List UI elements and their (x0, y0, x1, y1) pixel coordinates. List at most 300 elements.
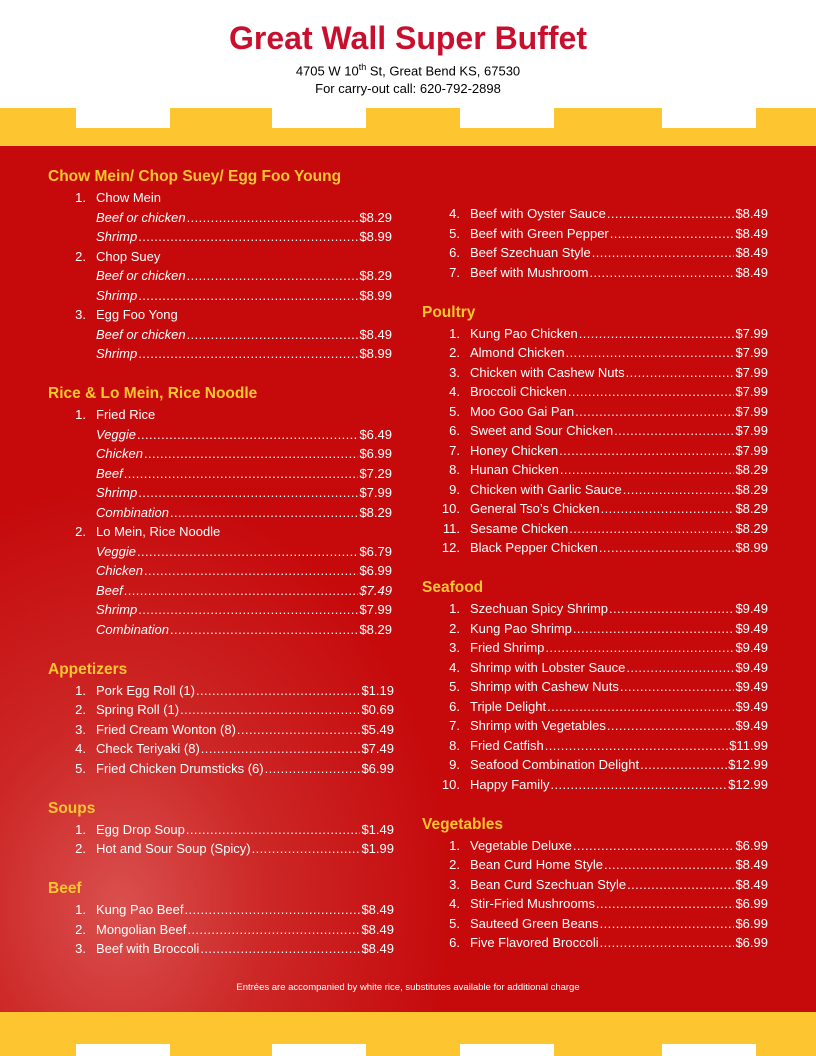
item-number: 5. (449, 679, 460, 694)
price-line (470, 638, 768, 658)
menu-item (422, 599, 768, 619)
footnote: Entrées are accompanied by white rice, substitutes available for additional charge (236, 982, 580, 993)
menu-item-variant (48, 227, 394, 247)
item-number: 7. (449, 264, 460, 280)
section-heading: Rice & Lo Mein, Rice Noodle (48, 385, 258, 402)
price-line (470, 243, 768, 263)
dot-leader (187, 920, 360, 940)
menu-item-variant (48, 561, 394, 581)
item-name: Hot and Sour Soup (Spicy) (96, 841, 251, 856)
dot-leader (626, 658, 734, 678)
item-name: Kung Pao Shrimp (470, 620, 572, 636)
section-spacer (422, 282, 768, 302)
dot-leader (144, 444, 358, 464)
price-line (96, 920, 394, 940)
variant-name: Beef or chicken (96, 326, 186, 342)
item-number: 2. (75, 921, 86, 937)
price-line (470, 363, 768, 383)
price-line (96, 561, 392, 581)
section-heading: Soups (48, 799, 96, 817)
item-price: $8.49 (735, 206, 768, 221)
menu-item (422, 914, 768, 934)
menu-item-variant (48, 325, 394, 345)
item-number: 1. (75, 190, 86, 205)
item-price: $9.49 (735, 620, 768, 636)
menu-item (422, 243, 768, 263)
price-line (96, 600, 392, 620)
stripe-notch (662, 108, 756, 128)
price-line (470, 382, 768, 402)
menu-item (48, 681, 394, 701)
menu-item-variant (48, 581, 394, 601)
item-name: General Tso’s Chicken (470, 501, 600, 516)
item-price: $7.29 (359, 465, 392, 481)
item-name: Seafood Combination Delight (470, 757, 640, 772)
item-name: Bean Curd Szechuan Style (470, 876, 627, 892)
dot-leader (201, 739, 361, 759)
item-price: $7.49 (359, 582, 392, 598)
menu-item (422, 460, 768, 480)
price-line (470, 755, 768, 775)
dot-leader (138, 286, 358, 306)
item-number: 8. (449, 737, 460, 753)
menu-item (422, 619, 768, 639)
item-price: $1.49 (361, 821, 394, 837)
item-price: $8.29 (359, 209, 392, 225)
item-price: $8.29 (735, 481, 768, 497)
dot-leader (138, 344, 358, 364)
dot-leader (237, 720, 361, 740)
price-line (96, 503, 392, 523)
item-number: 1. (75, 407, 86, 422)
item-price: $8.29 (359, 504, 392, 520)
variant-name: Veggie (96, 426, 136, 442)
item-name: Beef with Broccoli (96, 941, 200, 956)
item-name: Sauteed Green Beans (470, 915, 599, 931)
variant-name: Beef (96, 465, 123, 481)
section-spacer (422, 794, 768, 814)
item-number: 6. (449, 245, 460, 260)
dot-leader (547, 697, 734, 717)
stripe-notch (272, 1044, 366, 1056)
item-number: 1. (75, 902, 86, 917)
item-name: Bean Curd Home Style (470, 857, 603, 872)
price-line (96, 681, 394, 701)
item-name: Moo Goo Gai Pan (470, 403, 575, 419)
variant-name: Shrimp (96, 485, 138, 500)
item-number: 2. (449, 620, 460, 636)
menu-item (422, 263, 768, 283)
menu-column-left (48, 166, 394, 959)
dot-leader (609, 599, 734, 619)
item-name: Shrimp with Lobster Sauce (470, 659, 626, 675)
dot-leader (568, 382, 735, 402)
item-number: 5. (449, 225, 460, 241)
item-number: 5. (449, 403, 460, 419)
menu-item (422, 677, 768, 697)
item-price: $9.49 (735, 640, 768, 655)
dot-leader (600, 914, 735, 934)
section-heading: Beef (48, 880, 82, 897)
item-price: $8.99 (359, 287, 392, 303)
item-name: Fried Catfish (470, 737, 544, 753)
restaurant-address: 4705 W 10th St, Great Bend KS, 67530 (295, 62, 521, 79)
dot-leader (599, 538, 735, 558)
dot-leader (187, 208, 359, 228)
price-line (470, 263, 768, 283)
item-name: Pork Egg Roll (1) (96, 682, 195, 698)
variant-name: Shrimp (96, 287, 138, 303)
price-line (96, 227, 392, 247)
dot-leader (620, 677, 735, 697)
section-heading: Vegetables (422, 815, 503, 833)
item-number: 10. (441, 501, 460, 516)
price-line (96, 344, 392, 364)
price-line (470, 914, 768, 934)
price-line (470, 499, 768, 519)
item-name: Stir-Fried Mushrooms (470, 896, 595, 911)
menu-item (422, 402, 768, 422)
section-heading: Seafood (422, 579, 484, 596)
menu-item-variant (48, 444, 394, 464)
dot-leader (627, 875, 734, 895)
price-line (470, 775, 768, 795)
item-name: Shrimp with Vegetables (470, 718, 606, 733)
dot-leader (138, 600, 358, 620)
dot-leader (184, 900, 360, 920)
menu-item (422, 538, 768, 558)
item-price: $8.99 (735, 540, 768, 555)
item-price: $9.49 (735, 698, 768, 714)
item-price: $7.99 (359, 602, 392, 617)
section-spacer (48, 364, 394, 384)
item-price: $8.29 (359, 621, 392, 637)
price-line (96, 444, 392, 464)
menu-item (422, 638, 768, 658)
dot-leader (596, 894, 734, 914)
dot-leader (186, 820, 361, 840)
price-line (96, 542, 392, 562)
item-name: Sesame Chicken (470, 520, 569, 536)
dot-leader (252, 839, 361, 859)
menu-item-variant (48, 286, 394, 306)
item-price: $8.29 (735, 462, 768, 477)
variant-name: Combination (96, 621, 169, 637)
dot-leader (640, 755, 727, 775)
item-name: Fried Cream Wonton (8) (96, 721, 236, 737)
menu-item-group (48, 305, 394, 325)
menu-item (422, 775, 768, 795)
menu-item (422, 697, 768, 717)
menu-item (422, 343, 768, 363)
price-line (96, 720, 394, 740)
price-line (96, 700, 394, 720)
item-number: 3. (449, 876, 460, 892)
dot-leader (560, 460, 735, 480)
item-price: $7.99 (735, 384, 768, 399)
item-number: 4. (75, 741, 86, 756)
variant-name: Shrimp (96, 229, 138, 244)
item-price: $7.99 (735, 325, 768, 341)
price-line (470, 933, 768, 953)
section-spacer (48, 639, 394, 659)
menu-item (48, 720, 394, 740)
menu-item (422, 224, 768, 244)
price-line (470, 460, 768, 480)
menu-header (0, 0, 816, 108)
price-line (96, 620, 392, 640)
item-name: Black Pepper Chicken (470, 540, 598, 555)
item-price: $8.49 (361, 921, 394, 937)
menu-item (422, 836, 768, 856)
item-price: $5.49 (361, 721, 394, 737)
dot-leader (566, 343, 735, 363)
dot-leader (170, 503, 358, 523)
item-name: Triple Delight (470, 698, 547, 714)
price-line (470, 677, 768, 697)
item-price: $9.49 (735, 659, 768, 675)
item-number: 7. (449, 442, 460, 458)
stripe-notch (460, 1044, 554, 1056)
menu-item-group (48, 522, 394, 542)
item-name: Szechuan Spicy Shrimp (470, 601, 609, 616)
dot-leader (559, 441, 734, 461)
dot-leader (579, 324, 735, 344)
variant-name: Beef or chicken (96, 268, 186, 283)
price-line (470, 421, 768, 441)
item-number: 9. (449, 757, 460, 772)
item-price: $6.49 (359, 426, 392, 442)
menu-item-variant (48, 483, 394, 503)
item-price: $7.99 (735, 345, 768, 360)
dot-leader (187, 266, 359, 286)
dot-leader (200, 939, 360, 959)
dot-leader (196, 681, 360, 701)
item-price: $1.19 (361, 682, 394, 698)
dot-leader (607, 716, 735, 736)
item-number: 6. (449, 698, 460, 714)
price-line (470, 658, 768, 678)
item-name: Lo Mein, Rice Noodle (96, 524, 221, 539)
item-price: $8.29 (735, 501, 768, 516)
menu-item (422, 716, 768, 736)
item-number: 3. (75, 941, 86, 956)
price-line (96, 325, 392, 345)
menu-item-variant (48, 266, 394, 286)
item-price: $8.29 (359, 268, 392, 283)
menu-item-variant (48, 208, 394, 228)
item-name: Beef with Mushroom (470, 264, 589, 280)
dot-leader (187, 325, 359, 345)
stripe-notch (76, 1044, 170, 1056)
dot-leader (626, 363, 735, 383)
menu-item (422, 382, 768, 402)
item-number: 1. (75, 682, 86, 698)
item-name: Shrimp with Cashew Nuts (470, 679, 619, 694)
item-number: 4. (449, 896, 460, 911)
item-number: 2. (75, 702, 86, 717)
menu-item (422, 480, 768, 500)
menu-item (422, 855, 768, 875)
item-number: 3. (75, 307, 86, 322)
dot-leader (575, 402, 734, 422)
item-number: 2. (75, 248, 86, 264)
dot-leader (573, 836, 735, 856)
price-line (470, 402, 768, 422)
item-price: $7.99 (735, 403, 768, 419)
item-name: Almond Chicken (470, 345, 565, 360)
item-price: $8.49 (735, 857, 768, 872)
item-number: 4. (449, 659, 460, 675)
price-line (470, 875, 768, 895)
menu-item (48, 700, 394, 720)
dot-leader (623, 480, 735, 500)
stripe-notch (662, 1044, 756, 1056)
menu-item (422, 894, 768, 914)
carry-out-phone: For carry-out call: 620-792-2898 (315, 81, 501, 97)
dot-leader (590, 263, 735, 283)
dot-leader (265, 759, 361, 779)
price-line (470, 697, 768, 717)
item-number: 4. (449, 384, 460, 399)
item-price: $6.99 (359, 446, 392, 461)
item-number: 3. (75, 721, 86, 737)
item-price: $8.49 (735, 245, 768, 260)
dot-leader (138, 227, 358, 247)
menu-item (48, 820, 394, 840)
variant-name: Beef (96, 582, 123, 598)
item-number: 3. (449, 364, 460, 380)
menu-item (422, 658, 768, 678)
price-line (96, 208, 392, 228)
item-name: Egg Foo Yong (96, 307, 178, 322)
stripe-notch (272, 108, 366, 128)
item-price: $1.99 (361, 841, 394, 856)
item-name: Five Flavored Broccoli (470, 935, 599, 950)
item-name: Beef Szechuan Style (470, 245, 591, 260)
dot-leader (600, 933, 735, 953)
item-price: $8.49 (735, 876, 768, 892)
price-line (470, 324, 768, 344)
price-line (470, 343, 768, 363)
price-line (470, 716, 768, 736)
dot-leader (607, 204, 735, 224)
section-heading: Chow Mein/ Chop Suey/ Egg Foo Young (48, 168, 342, 185)
menu-column-right (422, 204, 768, 953)
dot-leader (138, 483, 358, 503)
item-name: Broccoli Chicken (470, 384, 567, 399)
variant-name: Shrimp (96, 346, 138, 361)
item-number: 4. (449, 206, 460, 221)
dot-leader (573, 619, 735, 639)
item-name: Beef with Green Pepper (470, 225, 609, 241)
price-line (96, 581, 392, 601)
dot-leader (592, 243, 735, 263)
section-spacer (422, 558, 768, 578)
item-number: 10. (441, 776, 460, 792)
price-line (470, 224, 768, 244)
item-price: $8.29 (735, 520, 768, 536)
item-number: 2. (449, 345, 460, 360)
item-price: $8.99 (359, 229, 392, 244)
dot-leader (170, 620, 358, 640)
item-number: 3. (449, 640, 460, 655)
menu-item-variant (48, 542, 394, 562)
menu-item (48, 939, 394, 959)
menu-item-group (48, 405, 394, 425)
item-price: $7.99 (735, 423, 768, 438)
item-name: Check Teriyaki (8) (96, 741, 200, 756)
menu-item-variant (48, 425, 394, 445)
item-name: Fried Shrimp (470, 640, 545, 655)
item-name: Egg Drop Soup (96, 821, 185, 837)
menu-item (422, 519, 768, 539)
variant-name: Chicken (96, 563, 143, 578)
item-name: Chop Suey (96, 248, 161, 264)
dot-leader (550, 775, 727, 795)
item-name: Honey Chicken (470, 442, 559, 458)
item-name: Kung Pao Chicken (470, 325, 578, 341)
item-price: $7.49 (361, 741, 394, 756)
stripe-notch (460, 108, 554, 128)
variant-name: Beef or chicken (96, 209, 186, 225)
stripe-notch (76, 108, 170, 128)
menu-item (422, 755, 768, 775)
item-name: Beef with Oyster Sauce (470, 206, 606, 221)
item-name: Chow Mein (96, 190, 162, 205)
price-line (470, 855, 768, 875)
price-line (96, 739, 394, 759)
price-line (96, 939, 394, 959)
restaurant-name: Great Wall Super Buffet (229, 20, 587, 56)
item-price: $12.99 (728, 757, 768, 772)
dot-leader (545, 736, 729, 756)
item-name: Spring Roll (1) (96, 702, 180, 717)
item-price: $11.99 (729, 737, 768, 753)
price-line (470, 736, 768, 756)
dot-leader (569, 519, 734, 539)
item-name: Chicken with Garlic Sauce (470, 481, 622, 497)
menu-item-variant (48, 344, 394, 364)
variant-name: Combination (96, 504, 169, 520)
section-heading: Poultry (422, 303, 476, 321)
item-name: Fried Chicken Drumsticks (6) (96, 760, 264, 776)
item-number: 12. (441, 540, 460, 555)
menu-item (422, 421, 768, 441)
menu-item (422, 441, 768, 461)
menu-item (48, 839, 394, 859)
item-name: Fried Rice (96, 407, 156, 422)
menu-item (48, 739, 394, 759)
item-price: $6.99 (735, 896, 768, 911)
item-name: Vegetable Deluxe (470, 837, 572, 853)
menu-item (422, 933, 768, 953)
item-name: Sweet and Sour Chicken (470, 423, 614, 438)
item-price: $6.99 (361, 760, 394, 776)
price-line (96, 464, 392, 484)
menu-item (422, 204, 768, 224)
menu-item-group (48, 188, 394, 208)
menu-item (422, 736, 768, 756)
item-number: 5. (75, 760, 86, 776)
variant-name: Shrimp (96, 602, 138, 617)
item-number: 1. (449, 837, 460, 853)
dot-leader (610, 224, 735, 244)
price-line (96, 820, 394, 840)
menu-item-variant (48, 620, 394, 640)
item-price: $9.49 (735, 679, 768, 694)
variant-name: Chicken (96, 446, 143, 461)
